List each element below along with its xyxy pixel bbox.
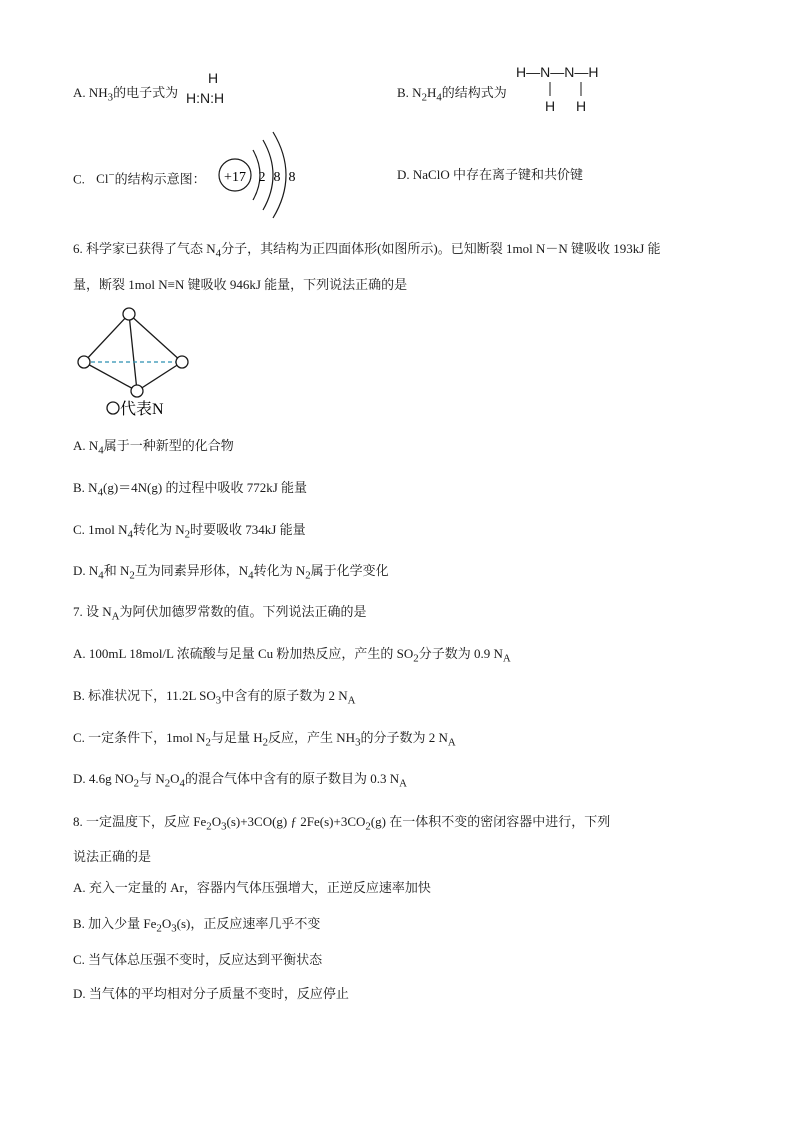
q6-option-b	[73, 479, 307, 502]
q7-c-sub3: 3	[355, 736, 361, 749]
q7-option-a	[73, 645, 511, 668]
q7-stem-sub: A	[111, 610, 120, 623]
q5-a-sub: 3	[107, 91, 114, 104]
n2h4-h-left: H	[545, 98, 556, 114]
q5-c-label: C.	[73, 171, 85, 187]
q6-option-c	[73, 521, 306, 544]
q7-d-mid3: 的混合气体中含有的原子数目为 0.3 N	[184, 771, 400, 786]
n-atom-top	[123, 308, 135, 320]
n2h4-h-right: H	[576, 98, 587, 114]
q6-a-post: 属于一种新型的化合物	[103, 438, 234, 453]
q5-a-text: 的电子式为	[113, 85, 179, 100]
q8-m1: O	[211, 814, 222, 829]
n-atom-right	[176, 356, 188, 368]
q6-option-d	[73, 562, 389, 585]
q8-option-b	[73, 915, 320, 938]
q5-b-label: B. N	[397, 85, 422, 100]
nucleus-charge: +17	[224, 170, 246, 185]
q7-d-mid2: O	[170, 771, 180, 786]
q8-m2: (s)+3CO(g) ƒ 2Fe(s)+3CO	[226, 814, 366, 829]
q6-d-mid2: 互为同素异形体，N	[134, 563, 249, 578]
q6-d-sub3: 4	[248, 569, 254, 582]
q8-stem-line1	[73, 813, 610, 836]
q6-stem-line1	[73, 240, 661, 263]
q7-d-sub2: 2	[164, 777, 171, 790]
q6-b-sub: 4	[97, 486, 103, 499]
q8-b-sub2: 3	[171, 922, 177, 935]
nh3-electron-formula: H:N:H	[186, 90, 225, 106]
q6-c-sub2: 2	[184, 528, 191, 541]
legend-atom-icon	[107, 402, 119, 414]
q6-d-sub2: 2	[129, 569, 135, 582]
q5-option-c	[73, 166, 206, 188]
q7-c-mid: 与足量 H	[210, 730, 263, 745]
q7-b-sub: 3	[215, 694, 222, 707]
q6-d-pre: D. N	[73, 563, 99, 578]
q7-c-pre: C. 一定条件下，1mol N	[73, 730, 206, 745]
q8-option-d: D. 当气体的平均相对分子质量不变时，反应停止	[73, 986, 349, 1001]
q7-d-sub3: 4	[179, 777, 185, 790]
q6-c-sub1: 4	[127, 528, 133, 541]
q7-option-d	[73, 770, 407, 793]
q7-d-sub: 2	[133, 777, 140, 790]
n2h4-structure-row: H—N—N—H	[516, 64, 599, 80]
nh3-h-top: H	[208, 70, 219, 86]
q7-option-c	[73, 729, 456, 752]
q8-stem-pre: 8. 一定温度下，反应 Fe	[73, 814, 207, 829]
legend-label: 代表N	[120, 401, 164, 418]
q6-c-post: 时要吸收 734kJ 能量	[190, 522, 306, 537]
q6-d-sub4: 2	[305, 569, 311, 582]
q7-stem	[73, 603, 366, 626]
q7-a-pre: A. 100mL 18mol/L 浓硫酸与足量 Cu 粉加热反应，产生的 SO	[73, 646, 414, 661]
q6-b-pre: B. N	[73, 480, 98, 495]
q6-c-pre: C. 1mol N	[73, 522, 128, 537]
q5-c-text: 的结构示意图：	[114, 171, 206, 187]
q6-a-sub: 4	[98, 444, 104, 457]
q6-c-mid: 转化为 N	[132, 522, 185, 537]
q8-b-mid: O	[161, 916, 172, 931]
q5-b-mid: H	[426, 85, 437, 100]
q6-line1-post: 分子，其结构为正四面体形(如图所示)。已知断裂 1mol N－N 键吸收 193kJ 能	[221, 241, 661, 256]
q7-d-sub4: A	[399, 777, 407, 790]
q7-stem-post: 为阿伏加德罗常数的值。下列说法正确的是	[119, 604, 367, 619]
n2h4-bonds	[540, 80, 590, 100]
q7-c-sub2: 2	[262, 736, 269, 749]
q7-d-pre: D. 4.6g NO	[73, 771, 134, 786]
q6-d-mid1: 和 N	[103, 563, 130, 578]
q8-b-pre: B. 加入少量 Fe	[73, 916, 157, 931]
cl-ion: Cl	[96, 171, 109, 187]
q7-c-mid2: 反应，产生 NH	[268, 730, 356, 745]
q5-b-sub2: 4	[436, 91, 442, 104]
q8-stem-post: (g) 在一体积不变的密闭容器中进行，下列	[370, 814, 611, 829]
q7-a-sub2: A	[502, 652, 511, 665]
q8-s2: 3	[221, 820, 227, 833]
q7-d-mid: 与 N	[139, 771, 165, 786]
q5-b-sub1: 2	[421, 91, 427, 104]
n-atom-left	[78, 356, 90, 368]
q6-b-post: (g)＝4N(g) 的过程中吸收 772kJ 能量	[102, 480, 307, 495]
q8-b-sub: 2	[156, 922, 162, 935]
q7-a-sub: 2	[413, 652, 419, 665]
q7-a-mid: 分子数为 0.9 N	[418, 646, 503, 661]
q7-b-mid: 中含有的原子数为 2 N	[221, 688, 348, 703]
q8-option-c: C. 当气体总压强不变时，反应达到平衡状态	[73, 952, 323, 967]
shell-1-count: 2	[258, 170, 266, 185]
cl-ion-structure-diagram	[215, 128, 305, 220]
n-atom-bottom	[131, 385, 143, 397]
q6-option-a	[73, 437, 234, 460]
q7-c-sub4: A	[447, 736, 456, 749]
q8-s3: 2	[365, 820, 371, 833]
q6-d-post: 属于化学变化	[310, 563, 389, 578]
q5-a-label: A. NH	[73, 85, 108, 100]
shell-2-count: 8	[273, 170, 281, 185]
q5-option-d: D. NaClO 中存在离子键和共价键	[397, 167, 583, 182]
q7-b-pre: B. 标准状况下，11.2L SO	[73, 688, 216, 703]
q6-stem-line2: 量，断裂 1mol N≡N 键吸收 946kJ 能量，下列说法正确的是	[73, 277, 408, 292]
q8-s1: 2	[206, 820, 212, 833]
q7-option-b	[73, 687, 355, 710]
q6-line1-pre: 6. 科学家已获得了气态 N	[73, 241, 216, 256]
shell-3-count: 8	[288, 170, 296, 185]
q5-b-text: 的结构式为	[441, 85, 507, 100]
n4-tetrahedron-diagram	[70, 302, 200, 422]
q6-d-mid3: 转化为 N	[253, 563, 306, 578]
q6-line1-sub: 4	[215, 247, 222, 260]
q5-option-b	[397, 84, 507, 107]
q7-b-sub2: A	[347, 694, 356, 707]
q8-b-post: (s)，正反应速率几乎不变	[176, 916, 321, 931]
q7-c-mid3: 的分子数为 2 N	[360, 730, 448, 745]
q7-c-sub: 2	[205, 736, 211, 749]
q6-a-pre: A. N	[73, 438, 99, 453]
q6-d-sub1: 4	[98, 569, 104, 582]
q7-stem-pre: 7. 设 N	[73, 604, 112, 619]
q8-stem-line2: 说法正确的是	[73, 849, 152, 864]
q5-option-a	[73, 84, 178, 107]
q8-option-a: A. 充入一定量的 Ar，容器内气体压强增大，正逆反应速率加快	[73, 880, 431, 895]
cl-charge: −	[108, 169, 115, 181]
